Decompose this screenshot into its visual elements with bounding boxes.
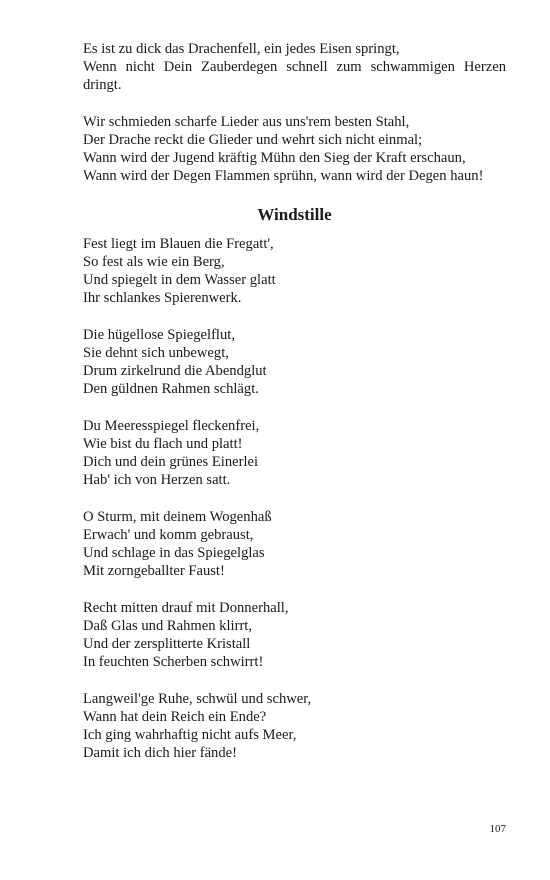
verse-line: Ihr schlankes Spierenwerk. <box>83 290 242 307</box>
verse-line: Ich ging wahrhaftig nicht aufs Meer, <box>83 727 297 744</box>
stanza <box>83 417 506 490</box>
stanza <box>83 40 506 95</box>
verse-line: Drum zirkelrund die Abendglut <box>83 363 267 380</box>
verse-line: Erwach' und komm gebraust, <box>83 527 254 543</box>
stanza <box>83 235 506 308</box>
poem-title: Windstille <box>257 204 332 224</box>
verse-line: Und spiegelt in dem Wasser glatt <box>83 272 276 289</box>
verse-line: Sie dehnt sich unbewegt, <box>83 345 229 361</box>
stanza <box>83 690 506 763</box>
verse-line: Langweil'ge Ruhe, schwül und schwer, <box>83 690 312 707</box>
verse-line: Wann wird der Degen Flammen sprühn, wann wird der Degen haun! <box>83 168 484 185</box>
verse-line: Wenn nicht Dein Zauberdegen schnell zum schwammigen Herzen <box>83 59 506 76</box>
page-content <box>83 40 506 781</box>
verse-line: So fest als wie ein Berg, <box>83 254 225 270</box>
verse-line: Du Meeresspiegel fleckenfrei, <box>83 417 260 434</box>
verse-line: Fest liegt im Blauen die Fregatt', <box>83 235 274 252</box>
verse-line: Dich und dein grünes Einerlei <box>83 454 259 471</box>
verse-line: Und der zersplitterte Kristall <box>83 636 251 653</box>
verse-line: Und schlage in das Spiegelglas <box>83 545 265 562</box>
poem-body <box>83 235 506 763</box>
stanza <box>83 326 506 399</box>
verse-line: O Sturm, mit deinem Wogenhaß <box>83 508 272 525</box>
verse-line: Damit ich dich hier fände! <box>83 745 237 762</box>
verse-line: Wir schmieden scharfe Lieder aus uns'rem besten Stahl, <box>83 113 410 130</box>
verse-line: Hab' ich von Herzen satt. <box>83 472 231 489</box>
page-number: 107 <box>489 823 506 835</box>
stanza <box>83 508 506 581</box>
verse-line: Der Drache reckt die Glieder und wehrt sich nicht einmal; <box>83 132 423 148</box>
verse-line: dringt. <box>83 77 122 94</box>
verse-line: Wann hat dein Reich ein Ende? <box>83 709 267 725</box>
verse-line: Den güldnen Rahmen schlägt. <box>83 381 259 398</box>
verse-line: Die hügellose Spiegelflut, <box>83 326 235 343</box>
verse-line: Daß Glas und Rahmen klirrt, <box>83 618 253 634</box>
verse-line: Wann wird der Jugend kräftig Mühn den Sieg der Kraft erschaun, <box>83 150 466 167</box>
intro-section <box>83 40 506 186</box>
verse-line: Es ist zu dick das Drachenfell, ein jedes Eisen springt, <box>83 41 400 57</box>
stanza <box>83 113 506 186</box>
verse-line: In feuchten Scherben schwirrt! <box>83 654 264 671</box>
stanza <box>83 599 506 672</box>
verse-line: Wie bist du flach und platt! <box>83 436 243 452</box>
verse-line: Recht mitten drauf mit Donnerhall, <box>83 599 289 616</box>
verse-line: Mit zorngeballter Faust! <box>83 563 225 580</box>
